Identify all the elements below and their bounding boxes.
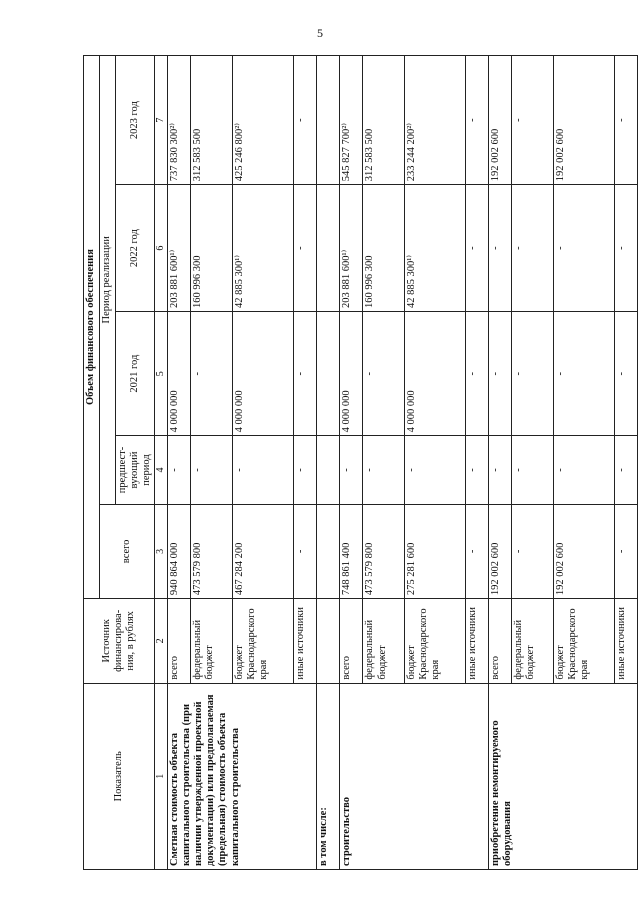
cell-total: 192 002 600 — [554, 504, 614, 598]
cell-total: 467 284 200 — [233, 504, 293, 598]
col-index: 2 — [155, 599, 168, 684]
cell-total: 473 579 800 — [191, 504, 233, 598]
section-label: Сметная стоимость объекта капитального строительства (при наличии утвержденной проектной документации) или предполагаемая (предельная) стоимость объекта капитального строительства — [168, 683, 317, 869]
cell-total: 275 281 600 — [405, 504, 465, 598]
cell-total: 473 579 800 — [363, 504, 405, 598]
section-sublabel: строительство — [340, 683, 489, 869]
column-index-row — [155, 56, 168, 870]
col-index: 7 — [155, 56, 168, 185]
cell-2023: 233 244 200²⁾ — [405, 56, 465, 185]
cell-prior: - — [512, 436, 554, 504]
cell-2023: - — [465, 56, 488, 185]
cell-prior: - — [233, 436, 293, 504]
cell-total: - — [465, 504, 488, 598]
header-total: всего — [100, 504, 155, 598]
cell-2023: 312 583 500 — [363, 56, 405, 185]
cell-2022: - — [614, 185, 637, 312]
cell-source: всего — [340, 599, 363, 684]
cell-prior: - — [293, 436, 316, 504]
rotated-table-container — [83, 55, 638, 870]
table-row — [168, 56, 191, 870]
cell-2021: 4 000 000 — [340, 312, 363, 436]
cell-prior: - — [405, 436, 465, 504]
cell-2021: - — [465, 312, 488, 436]
cell-2022: - — [293, 185, 316, 312]
header-2022: 2022 год — [116, 185, 155, 312]
header-prior: предшест-вующий период — [116, 436, 155, 504]
cell-2023: - — [512, 56, 554, 185]
cell-2021: - — [554, 312, 614, 436]
cell-source: бюджет Краснодарского края — [233, 599, 293, 684]
col-index: 3 — [155, 504, 168, 598]
cell-2023: - — [293, 56, 316, 185]
table-row — [489, 56, 512, 870]
cell-prior: - — [465, 436, 488, 504]
cell-2023: 425 246 800²⁾ — [233, 56, 293, 185]
header-2023: 2023 год — [116, 56, 155, 185]
section-label: в том числе: — [317, 683, 340, 869]
table-row — [317, 56, 340, 870]
cell-source: всего — [489, 599, 512, 684]
cell-2023: 192 002 600 — [554, 56, 614, 185]
col-index: 5 — [155, 312, 168, 436]
table-row — [340, 56, 363, 870]
col-index: 4 — [155, 436, 168, 504]
header-period: Период реализации — [100, 56, 116, 505]
cell-source: федеральный бюджет — [512, 599, 554, 684]
cell-source: федеральный бюджет — [191, 599, 233, 684]
cell-total: - — [614, 504, 637, 598]
cell-prior: - — [168, 436, 191, 504]
cell-2021: - — [293, 312, 316, 436]
page-number: 5 — [317, 26, 323, 40]
cell-prior: - — [340, 436, 363, 504]
cell-2021: 4 000 000 — [405, 312, 465, 436]
cell-2023: 192 002 600 — [489, 56, 512, 185]
cell-2021: 4 000 000 — [233, 312, 293, 436]
cell-prior: - — [489, 436, 512, 504]
col-index: 6 — [155, 185, 168, 312]
cell-2021: - — [614, 312, 637, 436]
financing-table — [83, 55, 638, 870]
cell-source: всего — [168, 599, 191, 684]
cell-2021: 4 000 000 — [168, 312, 191, 436]
cell-source: бюджет Краснодарского края — [554, 599, 614, 684]
cell-total: 192 002 600 — [489, 504, 512, 598]
cell-2021: - — [363, 312, 405, 436]
cell-source: иные источники — [465, 599, 488, 684]
cell-source: иные источники — [614, 599, 637, 684]
cell-total: 940 864 000 — [168, 504, 191, 598]
cell-2023: 737 830 300²⁾ — [168, 56, 191, 185]
cell-prior: - — [554, 436, 614, 504]
cell-source: федеральный бюджет — [363, 599, 405, 684]
cell-2023: 312 583 500 — [191, 56, 233, 185]
cell-total: - — [512, 504, 554, 598]
cell-2021: - — [191, 312, 233, 436]
section-label: приобретение немонтируемого оборудования — [489, 683, 638, 869]
cell-prior: - — [191, 436, 233, 504]
cell-prior: - — [614, 436, 637, 504]
cell-2021: - — [512, 312, 554, 436]
cell-2022: 42 885 300¹⁾ — [405, 185, 465, 312]
cell-total: - — [293, 504, 316, 598]
cell-source: бюджет Краснодарского края — [405, 599, 465, 684]
cell-source: иные источники — [293, 599, 316, 684]
cell-2023: 545 827 700²⁾ — [340, 56, 363, 185]
cell-2021: - — [489, 312, 512, 436]
cell-2022: 203 881 600¹⁾ — [168, 185, 191, 312]
header-source: Источник финансирова-ния, в рублях — [84, 599, 155, 684]
cell-2022: 160 996 300 — [191, 185, 233, 312]
header-2021: 2021 год — [116, 312, 155, 436]
cell-2022: 160 996 300 — [363, 185, 405, 312]
cell-total: 748 861 400 — [340, 504, 363, 598]
cell-2022: - — [512, 185, 554, 312]
cell-2022: 203 881 600¹⁾ — [340, 185, 363, 312]
col-index: 1 — [155, 683, 168, 869]
cell-2022: 42 885 300¹⁾ — [233, 185, 293, 312]
header-indicator: Показатель — [84, 683, 155, 869]
cell-prior: - — [363, 436, 405, 504]
cell-2022: - — [465, 185, 488, 312]
cell-2022: - — [554, 185, 614, 312]
header-volume: Объем финансового обеспечения — [84, 56, 100, 599]
cell-2023: - — [614, 56, 637, 185]
cell-2022: - — [489, 185, 512, 312]
